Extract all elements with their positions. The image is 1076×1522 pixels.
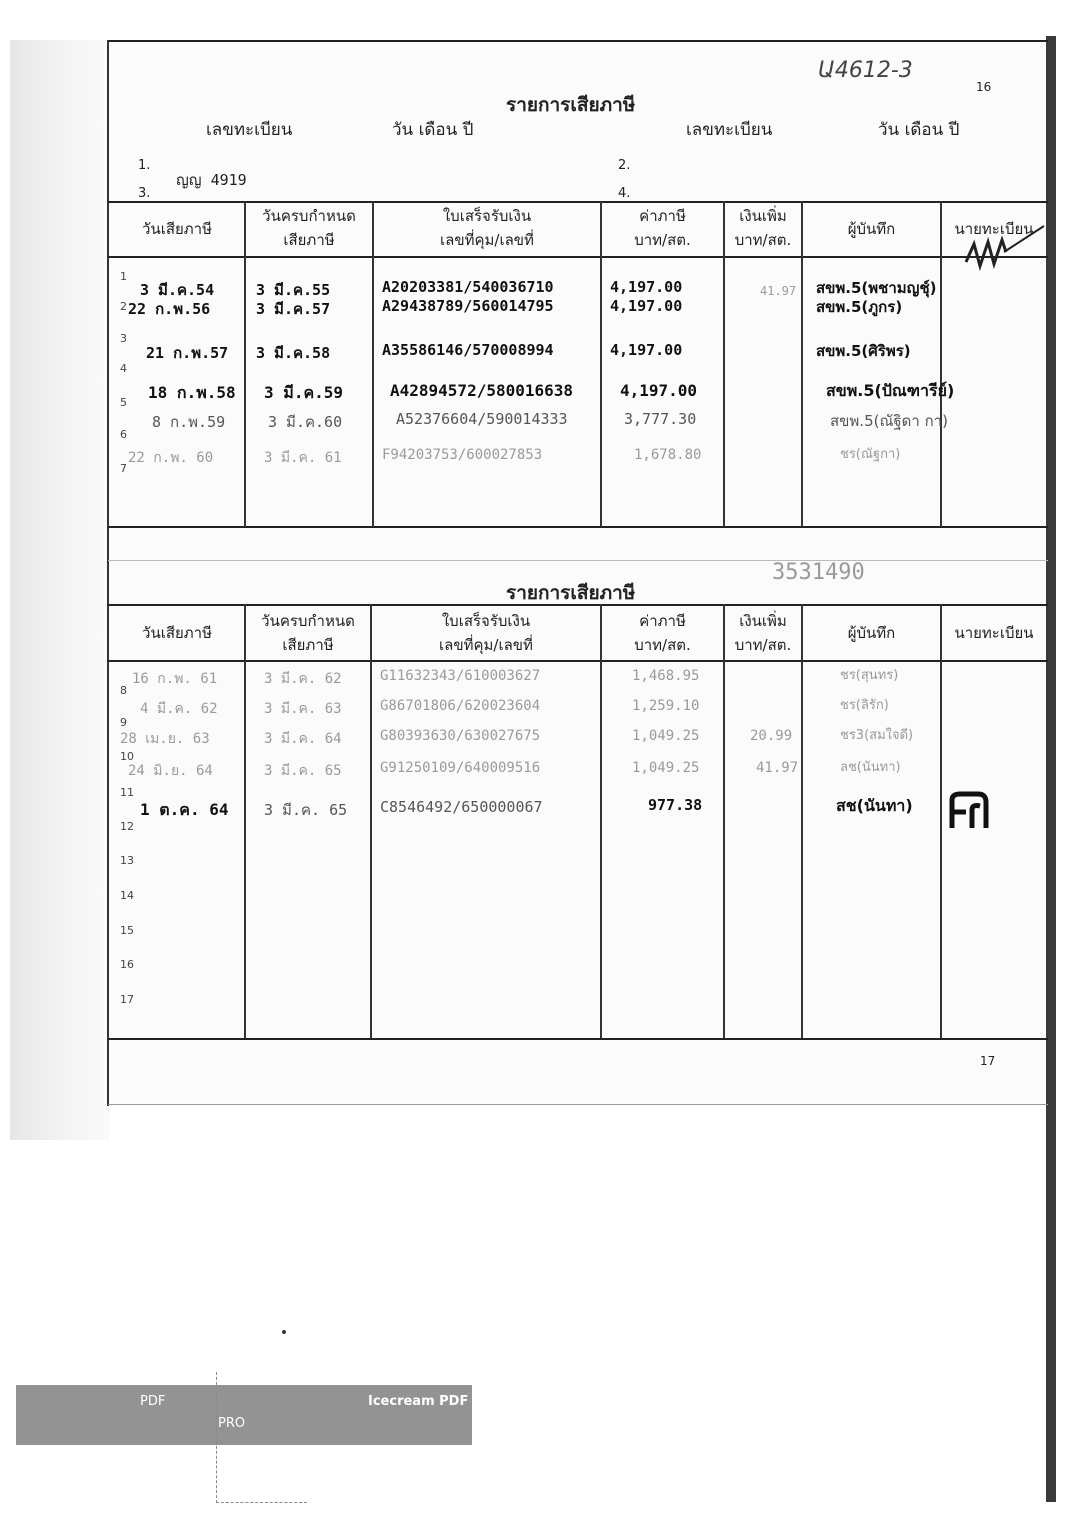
hdr-recorder: ผู้บันทึก <box>847 624 896 642</box>
cell-tax: 1,468.95 <box>632 668 700 684</box>
cell-tax-date: 3 มี.ค.54 <box>140 281 215 299</box>
cell-tax-date: 28 เม.ย. 63 <box>120 731 210 747</box>
cell-tax: 4,197.00 <box>610 341 683 359</box>
cell-tax-date: 22 ก.พ. 60 <box>128 450 214 466</box>
stamp-number: 3531490 <box>772 560 865 585</box>
cell-receipt: F94203753/600027853 <box>382 447 543 463</box>
cell-extra: 20.99 <box>750 728 793 744</box>
row-number: 13 <box>120 854 134 867</box>
cell-tax-date: 21 ก.พ.57 <box>146 344 229 362</box>
table2-col-divider <box>723 604 725 1038</box>
cell-tax-date: 4 มี.ค. 62 <box>140 701 218 717</box>
hdr-tax-2: บาท/สต. <box>634 636 691 654</box>
cell-receipt: G91250109/640009516 <box>380 760 541 776</box>
cell-receipt: C8546492/650000067 <box>380 798 543 816</box>
cell-tax: 1,049.25 <box>632 760 700 776</box>
cell-extra: 41.97 <box>760 284 797 298</box>
table2-top-rule <box>108 604 1048 606</box>
table2-col-divider <box>244 604 246 1038</box>
table2-bottom-rule <box>108 1038 1048 1040</box>
hdr-registrar: นายทะเบียน <box>954 624 1034 642</box>
cell-tax-date: 16 ก.พ. 61 <box>132 671 218 687</box>
form-bottom-edge <box>108 1104 1048 1105</box>
cell-tax-date: 18 ก.พ.58 <box>148 383 236 402</box>
cell-receipt: A42894572/580016638 <box>390 381 574 400</box>
cell-recorder: สช(นันทา) <box>836 796 913 815</box>
table2-col-divider <box>801 604 803 1038</box>
hdr-receipt-2: เลขที่คุม/เลขที่ <box>440 231 534 249</box>
form-top-border <box>108 40 1048 42</box>
watermark-pro: PRO <box>218 1416 246 1431</box>
table2-header-rule <box>108 660 1048 662</box>
hdr-due-date-2: เสียภาษี <box>282 636 334 654</box>
cell-recorder: ชร(สุนทร) <box>840 668 899 683</box>
page-number-top: 16 <box>976 80 992 94</box>
cell-tax: 4,197.00 <box>610 278 683 296</box>
date-header-right: วัน เดือน ปี <box>878 120 960 140</box>
row-number: 12 <box>120 820 134 833</box>
table2-col-divider <box>600 604 602 1038</box>
cell-due-date: 3 มี.ค. 63 <box>264 701 342 717</box>
table1-header-rule <box>108 256 1048 258</box>
watermark-brand: Icecream PDF <box>368 1394 469 1409</box>
table1-col-divider <box>940 201 942 527</box>
registration-number: ญญ 4919 <box>176 171 247 189</box>
hdr-due-date-2: เสียภาษี <box>283 231 335 249</box>
hdr-extra-2: บาท/สต. <box>734 231 792 249</box>
cell-tax: 3,777.30 <box>624 410 697 428</box>
cell-receipt: A35586146/570008994 <box>382 341 554 359</box>
row-number: 17 <box>120 993 134 1006</box>
row-number: 2 <box>120 300 127 313</box>
hdr-receipt-2: เลขที่คุม/เลขที่ <box>439 636 533 654</box>
form-left-border <box>107 40 109 1106</box>
cell-tax: 4,197.00 <box>620 381 698 400</box>
form2-title: รายการเสียภาษี <box>506 582 636 604</box>
registrar-signature-icon <box>944 222 1048 282</box>
slot-4-label: 4. <box>618 186 631 201</box>
hdr-extra-1: เงินเพิ่ม <box>739 207 787 225</box>
table2-col-divider <box>940 604 942 1038</box>
watermark-pdf: PDF <box>140 1394 166 1409</box>
cell-due-date: 3 มี.ค.60 <box>268 413 343 431</box>
table1-top-rule <box>108 201 1048 203</box>
hdr-due-date-1: วันครบกำหนด <box>261 612 355 630</box>
cell-due-date: 3 มี.ค. 64 <box>264 731 342 747</box>
cell-due-date: 3 มี.ค.58 <box>256 344 331 362</box>
cell-recorder: สขพ.5(ณัฐิดา กา) <box>830 412 948 430</box>
cell-tax: 1,678.80 <box>634 447 702 463</box>
cell-recorder: สขพ.5(ปัณฑารีย์) <box>826 381 955 400</box>
hdr-tax-1: ค่าภาษี <box>639 612 686 630</box>
stray-dot <box>282 1330 286 1334</box>
hdr-due-date-1: วันครบกำหนด <box>262 207 356 225</box>
hdr-tax-1: ค่าภาษี <box>639 207 686 225</box>
cell-recorder: ชร(ณัฐกา) <box>840 447 901 462</box>
row-number: 9 <box>120 716 127 729</box>
hdr-tax-2: บาท/สต. <box>634 231 691 249</box>
cell-recorder: สขพ.5(พชามญชุ์) <box>816 279 937 297</box>
hdr-tax-date: วันเสียภาษี <box>142 624 212 642</box>
row-number-7: 7 <box>120 462 127 475</box>
slot-1-label: 1. <box>138 158 151 173</box>
hdr-recorder: ผู้บันทึก <box>847 220 896 238</box>
cell-receipt: G80393630/630027675 <box>380 728 541 744</box>
cell-receipt: A20203381/540036710 <box>382 278 554 296</box>
row-number: 16 <box>120 958 134 971</box>
cell-recorder: สขพ.5(ศิริพร) <box>816 342 911 360</box>
hdr-extra-2: บาท/สต. <box>734 636 792 654</box>
cell-receipt: A52376604/590014333 <box>396 410 568 428</box>
reg-header-right: เลขทะเบียน <box>686 120 773 140</box>
registrar-initial-icon <box>944 786 994 836</box>
cell-recorder: ลช(นันทา) <box>840 760 901 775</box>
hdr-extra-1: เงินเพิ่ม <box>739 612 787 630</box>
cell-tax: 1,259.10 <box>632 698 700 714</box>
cell-due-date: 3 มี.ค. 62 <box>264 671 342 687</box>
cell-recorder: ชร3(สมใจดี) <box>840 728 914 743</box>
cell-receipt: A29438789/560014795 <box>382 297 554 315</box>
cell-due-date: 3 มี.ค. 61 <box>264 450 342 466</box>
cell-tax: 1,049.25 <box>632 728 700 744</box>
scanned-form-page <box>108 40 1048 1106</box>
handwritten-reference: Ա4612-3 <box>818 58 913 83</box>
date-header-left: วัน เดือน ปี <box>392 120 474 140</box>
cell-due-date: 3 มี.ค.55 <box>256 281 331 299</box>
scan-shadow <box>10 40 110 1140</box>
hdr-receipt-1: ใบเสร็จรับเงิน <box>442 207 532 225</box>
row-number: 14 <box>120 889 134 902</box>
row-number: 3 <box>120 332 127 345</box>
cell-due-date: 3 มี.ค.59 <box>264 383 344 402</box>
cell-tax: 977.38 <box>648 796 703 814</box>
cell-tax: 4,197.00 <box>610 297 683 315</box>
cell-tax-date: 24 มิ.ย. 64 <box>128 763 213 779</box>
hdr-tax-date: วันเสียภาษี <box>142 220 212 238</box>
table1-bottom-rule <box>108 526 1048 528</box>
row-number: 10 <box>120 750 134 763</box>
cell-receipt: G11632343/610003627 <box>380 668 541 684</box>
cell-tax-date: 22 ก.พ.56 <box>128 300 211 318</box>
table1-col-divider <box>801 201 803 527</box>
row-number: 5 <box>120 396 127 409</box>
form1-title: รายการเสียภาษี <box>506 94 636 116</box>
page-number-bottom: 17 <box>980 1054 996 1068</box>
row-number: 4 <box>120 362 127 375</box>
cell-due-date: 3 มี.ค. 65 <box>264 801 348 819</box>
reg-header-left: เลขทะเบียน <box>206 120 293 140</box>
slot-3-label: 3. <box>138 186 151 201</box>
row-number: 8 <box>120 684 127 697</box>
slot-2-label: 2. <box>618 158 631 173</box>
cell-due-date: 3 มี.ค. 65 <box>264 763 342 779</box>
hdr-receipt-1: ใบเสร็จรับเงิน <box>441 612 531 630</box>
table2-col-divider <box>370 604 372 1038</box>
row-number: 11 <box>120 786 134 799</box>
cell-extra: 41.97 <box>756 760 799 776</box>
cell-recorder: ชร(ลิรัก) <box>840 698 889 713</box>
cell-tax-date: 1 ต.ค. 64 <box>140 800 229 819</box>
row-number: 1 <box>120 270 127 283</box>
row-number: 15 <box>120 924 134 937</box>
cell-tax-date: 8 ก.พ.59 <box>152 413 226 431</box>
row-number: 6 <box>120 428 127 441</box>
hdr-registrar: นายทะเบียน <box>954 220 1034 238</box>
cell-receipt: G86701806/620023604 <box>380 698 541 714</box>
cell-due-date: 3 มี.ค.57 <box>256 300 331 318</box>
scan-fold <box>108 560 1048 561</box>
cell-recorder: สขพ.5(ภูกร) <box>816 298 903 316</box>
